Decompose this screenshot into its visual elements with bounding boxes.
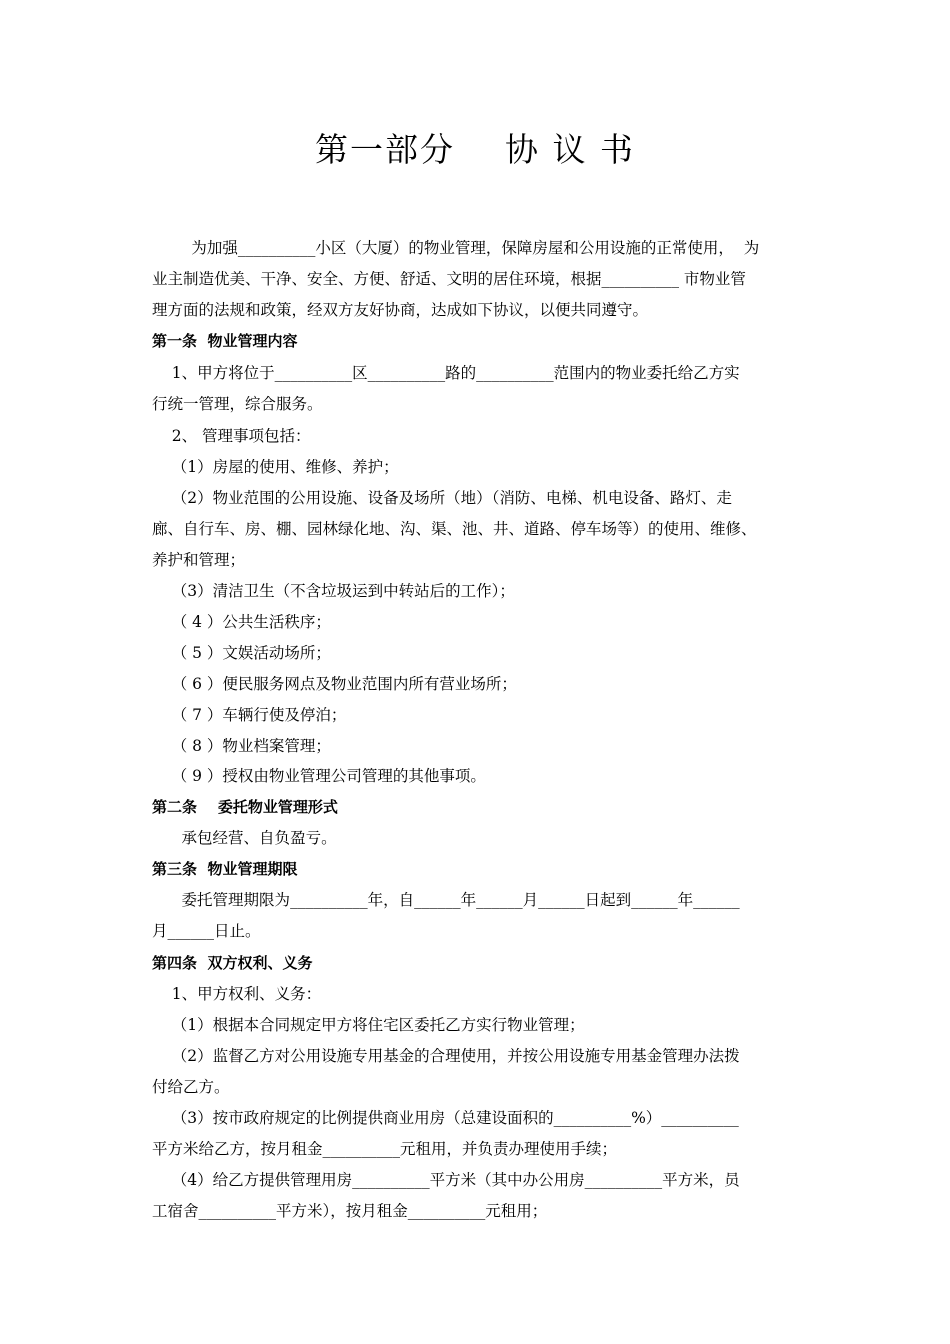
article-2-line: 承包经营、自负盈亏。 bbox=[152, 829, 337, 847]
article-4-line: （3）按市政府规定的比例提供商业用房（总建设面积的__________%）__________ bbox=[152, 1109, 739, 1127]
article-4-line: （1）根据本合同规定甲方将住宅区委托乙方实行物业管理； bbox=[152, 1016, 585, 1034]
article-1-line: 廊、自行车、房、棚、园林绿化地、沟、渠、池、井、道路、停车场等）的使用、维修、 bbox=[152, 520, 757, 538]
article-1-line: （1）房屋的使用、维修、养护； bbox=[152, 458, 399, 476]
article-4-line: 工宿舍__________平方米），按月租金__________元租用； bbox=[152, 1202, 548, 1220]
article-1-line: 养护和管理； bbox=[152, 551, 246, 569]
article-1-line: 行统一管理，综合服务。 bbox=[152, 395, 323, 413]
article-1-line: （ 9 ）授权由物业管理公司管理的其他事项。 bbox=[152, 767, 486, 785]
article-1-line: （ 5 ）文娱活动场所； bbox=[152, 644, 331, 662]
intro-line: 业主制造优美、干净、安全、方便、舒适、文明的居住环境，根据__________ 市物业管 bbox=[152, 270, 746, 288]
article-1-line: 1、甲方将位于__________区__________路的__________范围内的物业委托给乙方实 bbox=[152, 364, 740, 382]
article-4-line: （2）监督乙方对公用设施专用基金的合理使用，并按公用设施专用基金管理办法拨 bbox=[152, 1047, 740, 1065]
article-1-line: 2、 管理事项包括： bbox=[152, 427, 311, 445]
article-3-heading: 第三条 物业管理期限 bbox=[152, 860, 298, 878]
article-4-line: 1、甲方权利、义务： bbox=[152, 985, 322, 1003]
article-1-line: （ 7 ）车辆行使及停泊； bbox=[152, 706, 347, 724]
article-4-line: （4）给乙方提供管理用房__________平方米（其中办公用房__________平方米，员 bbox=[152, 1171, 740, 1189]
article-1-heading: 第一条 物业管理内容 bbox=[152, 332, 298, 350]
article-3-line: 月______日止。 bbox=[152, 922, 261, 940]
article-4-heading: 第四条 双方权利、义务 bbox=[152, 954, 313, 972]
article-1-line: （3）清洁卫生（不含垃圾运到中转站后的工作）； bbox=[152, 582, 515, 600]
article-2-heading: 第二条 委托物业管理形式 bbox=[152, 798, 338, 816]
intro-line: 为加强__________小区（大厦）的物业管理，保障房屋和公用设施的正常使用， 为 bbox=[152, 239, 760, 257]
article-1-line: （ 6 ）便民服务网点及物业范围内所有营业场所； bbox=[152, 675, 517, 693]
article-4-line: 付给乙方。 bbox=[152, 1078, 230, 1096]
article-1-line: （2）物业范围的公用设施、设备及场所（地）（消防、电梯、机电设备、路灯、走 bbox=[152, 489, 732, 507]
article-1-line: （ 8 ）物业档案管理； bbox=[152, 737, 331, 755]
page-title: 第一部分 协 议 书 bbox=[315, 130, 635, 169]
article-3-line: 委托管理期限为__________年，自______年______月______日起到______年______ bbox=[152, 891, 740, 909]
intro-line: 理方面的法规和政策，经双方友好协商，达成如下协议，以便共同遵守。 bbox=[152, 301, 649, 319]
article-4-line: 平方米给乙方，按月租金__________元租用，并负责办理使用手续； bbox=[152, 1140, 618, 1158]
article-1-line: （ 4 ）公共生活秩序； bbox=[152, 613, 331, 631]
